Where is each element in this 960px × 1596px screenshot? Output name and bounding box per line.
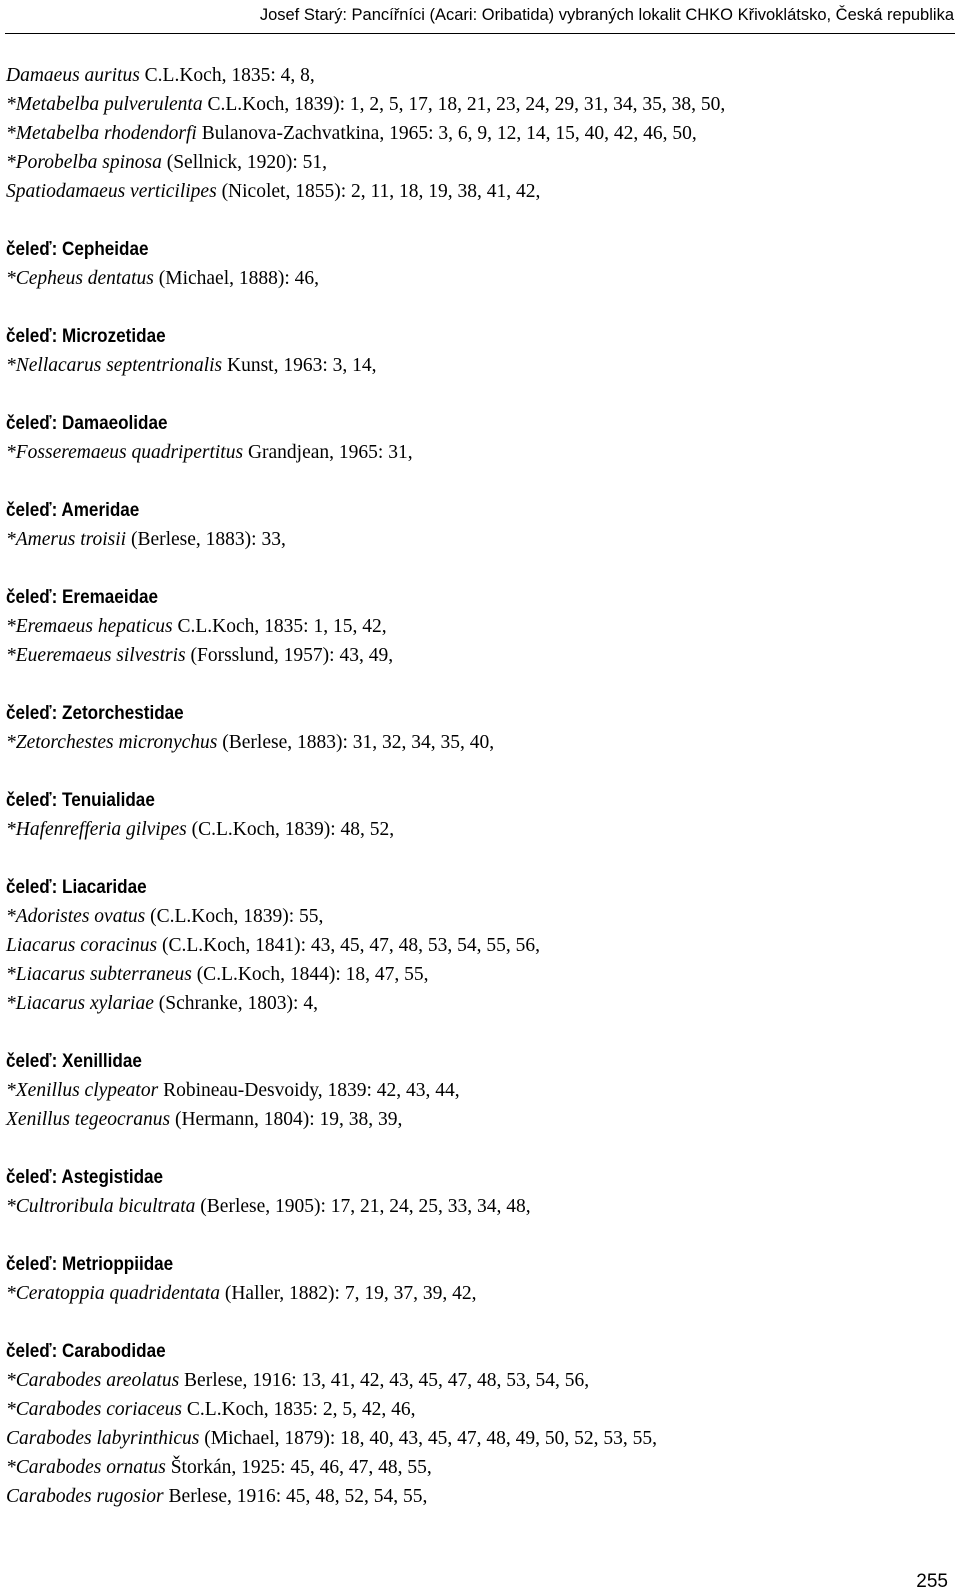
species-name: *Zetorchestes micronychus: [6, 732, 218, 753]
species-authority-and-sites: (C.L.Koch, 1839): 48, 52,: [186, 819, 395, 840]
family-block: [6, 61, 951, 206]
family-heading: čeleď: Metrioppiidae: [6, 1254, 174, 1275]
species-entry: [6, 641, 951, 670]
family-heading: čeleď: Liacaridae: [6, 877, 147, 898]
species-name: *Nellacarus septentrionalis: [6, 355, 223, 376]
family-block: [6, 1163, 951, 1221]
species-name: Xenillus tegeocranus: [6, 1109, 171, 1130]
species-authority-and-sites: (Schranke, 1803): 4,: [153, 993, 318, 1014]
family-block: [6, 235, 951, 293]
species-entry: [6, 1105, 951, 1134]
species-authority-and-sites: Berlese, 1916: 13, 41, 42, 43, 45, 47, 48, 53, 54, 56,: [179, 1370, 590, 1391]
species-name: *Adoristes ovatus: [6, 906, 146, 927]
species-authority-and-sites: (Haller, 1882): 7, 19, 37, 39, 42,: [219, 1283, 477, 1304]
family-block: [6, 1250, 951, 1308]
family-heading: čeleď: Zetorchestidae: [6, 703, 184, 724]
species-name: *Fosseremaeus quadripertitus: [6, 442, 244, 463]
species-authority-and-sites: (Michael, 1888): 46,: [153, 268, 320, 289]
species-entry: [6, 1279, 951, 1308]
family-block: [6, 1337, 951, 1511]
family-heading: čeleď: Astegistidae: [6, 1167, 164, 1188]
species-authority-and-sites: (Nicolet, 1855): 2, 11, 18, 19, 38, 41, 42,: [216, 181, 541, 202]
family-block: [6, 409, 951, 467]
species-entry: [6, 902, 951, 931]
species-entry: [6, 351, 951, 380]
species-authority-and-sites: C.L.Koch, 1839): 1, 2, 5, 17, 18, 21, 23, 24, 29, 31, 34, 35, 38, 50,: [202, 94, 726, 115]
species-authority-and-sites: Štorkán, 1925: 45, 46, 47, 48, 55,: [165, 1457, 432, 1478]
species-authority-and-sites: Grandjean, 1965: 31,: [243, 442, 413, 463]
species-entry: [6, 148, 951, 177]
species-authority-and-sites: Berlese, 1916: 45, 48, 52, 54, 55,: [163, 1486, 428, 1507]
species-entry: [6, 119, 951, 148]
species-authority-and-sites: C.L.Koch, 1835: 4, 8,: [139, 65, 315, 86]
family-heading: čeleď: Microzetidae: [6, 326, 166, 347]
species-entry: [6, 960, 951, 989]
family-block: [6, 583, 951, 670]
species-entry: [6, 1076, 951, 1105]
species-authority-and-sites: (Berlese, 1883): 31, 32, 34, 35, 40,: [217, 732, 495, 753]
species-entry: [6, 1192, 951, 1221]
family-heading: čeleď: Eremaeidae: [6, 587, 159, 608]
species-name: Liacarus coracinus: [6, 935, 158, 956]
species-entry: [6, 61, 951, 90]
species-authority-and-sites: Kunst, 1963: 3, 14,: [222, 355, 377, 376]
species-authority-and-sites: (Forsslund, 1957): 43, 49,: [185, 645, 394, 666]
species-entry: [6, 1424, 951, 1453]
species-name: *Ceratoppia quadridentata: [6, 1283, 220, 1304]
species-entry: [6, 931, 951, 960]
family-heading: čeleď: Xenillidae: [6, 1051, 142, 1072]
species-name: *Liacarus xylariae: [6, 993, 154, 1014]
species-authority-and-sites: C.L.Koch, 1835: 1, 15, 42,: [172, 616, 387, 637]
species-entry: [6, 177, 951, 206]
family-block: [6, 873, 951, 1018]
family-block: [6, 322, 951, 380]
header-divider: [5, 33, 955, 34]
species-authority-and-sites: (Hermann, 1804): 19, 38, 39,: [170, 1109, 403, 1130]
running-header: Josef Starý: Pancířníci (Acari: Oribatida) vybraných lokalit CHKO Křivoklátsko, Česká republika: [259, 6, 954, 24]
species-name: *Eueremaeus silvestris: [6, 645, 186, 666]
species-entry: [6, 989, 951, 1018]
species-name: Damaeus auritus: [6, 65, 140, 86]
species-name: Carabodes labyrinthicus: [6, 1428, 200, 1449]
species-name: *Carabodes areolatus: [6, 1370, 180, 1391]
species-authority-and-sites: C.L.Koch, 1835: 2, 5, 42, 46,: [182, 1399, 416, 1420]
species-name: Carabodes rugosior: [6, 1486, 164, 1507]
page-number: 255: [916, 1571, 948, 1592]
family-block: [6, 699, 951, 757]
species-name: *Cultroribula bicultrata: [6, 1196, 196, 1217]
species-entry: [6, 1482, 951, 1511]
species-authority-and-sites: (Berlese, 1883): 33,: [126, 529, 286, 550]
family-heading: čeleď: Damaeolidae: [6, 413, 168, 434]
species-entry: [6, 264, 951, 293]
species-entry: [6, 525, 951, 554]
family-block: [6, 1047, 951, 1134]
species-name: *Metabelba pulverulenta: [6, 94, 203, 115]
family-heading: čeleď: Ameridae: [6, 500, 140, 521]
species-entry: [6, 90, 951, 119]
species-name: *Cepheus dentatus: [6, 268, 154, 289]
species-name: *Porobelba spinosa: [6, 152, 162, 173]
species-entry: [6, 1395, 951, 1424]
family-block: [6, 786, 951, 844]
species-list: [6, 61, 951, 1511]
species-authority-and-sites: (Berlese, 1905): 17, 21, 24, 25, 33, 34, 48,: [195, 1196, 531, 1217]
species-entry: [6, 815, 951, 844]
family-heading: čeleď: Cepheidae: [6, 239, 149, 260]
species-name: Spatiodamaeus verticilipes: [6, 181, 217, 202]
species-name: *Eremaeus hepaticus: [6, 616, 173, 637]
species-authority-and-sites: Robineau-Desvoidy, 1839: 42, 43, 44,: [158, 1080, 460, 1101]
species-authority-and-sites: (C.L.Koch, 1844): 18, 47, 55,: [191, 964, 429, 985]
family-heading: čeleď: Tenuialidae: [6, 790, 155, 811]
species-name: *Metabelba rhodendorfi: [6, 123, 197, 144]
species-authority-and-sites: (Sellnick, 1920): 51,: [161, 152, 328, 173]
species-name: *Hafenrefferia gilvipes: [6, 819, 187, 840]
species-authority-and-sites: (C.L.Koch, 1839): 55,: [145, 906, 324, 927]
species-authority-and-sites: (C.L.Koch, 1841): 43, 45, 47, 48, 53, 54, 55, 56,: [157, 935, 541, 956]
species-entry: [6, 612, 951, 641]
species-name: *Carabodes coriaceus: [6, 1399, 183, 1420]
family-heading: čeleď: Carabodidae: [6, 1341, 166, 1362]
species-entry: [6, 1453, 951, 1482]
species-name: *Liacarus subterraneus: [6, 964, 192, 985]
species-entry: [6, 1366, 951, 1395]
species-authority-and-sites: Bulanova-Zachvatkina, 1965: 3, 6, 9, 12, 14, 15, 40, 42, 46, 50,: [196, 123, 697, 144]
species-entry: [6, 728, 951, 757]
species-name: *Carabodes ornatus: [6, 1457, 166, 1478]
species-authority-and-sites: (Michael, 1879): 18, 40, 43, 45, 47, 48, 49, 50, 52, 53, 55,: [199, 1428, 658, 1449]
family-block: [6, 496, 951, 554]
species-name: *Amerus troisii: [6, 529, 127, 550]
species-name: *Xenillus clypeator: [6, 1080, 159, 1101]
species-entry: [6, 438, 951, 467]
